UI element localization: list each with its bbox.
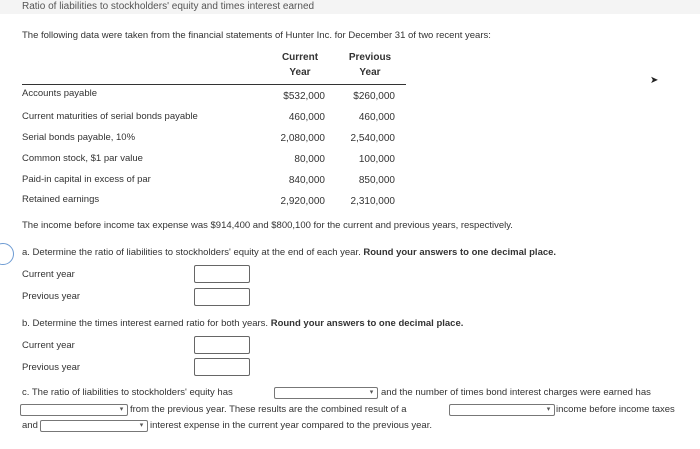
part-c-text-6: interest expense in the current year compared to the previous year. [150,420,432,431]
part-b-previous-input[interactable] [194,358,250,376]
chevron-down-icon: ▾ [369,389,374,396]
part-c-text-3: from the previous year. These results are the combined result of a [130,404,407,415]
part-b-instruction [22,318,463,329]
row-current: 460,000 [288,112,325,123]
part-c-text-2: and the number of times bond interest charges were earned has [381,387,651,398]
header-current-line2: Year [289,67,311,78]
chevron-down-icon: ▾ [119,406,124,413]
chevron-down-icon: ▾ [139,422,144,429]
current-question-marker [0,243,14,265]
header-previous-line1: Previous [348,52,392,63]
part-a-current-input[interactable] [194,265,250,283]
part-a-previous-input[interactable] [194,288,250,306]
part-a-rounding: Round your answers to one decimal place. [363,247,557,258]
row-previous: $260,000 [353,91,395,102]
part-b-rounding: Round your answers to one decimal place. [270,318,464,329]
row-label: Paid-in capital in excess of par [22,174,151,185]
chevron-down-icon: ▾ [546,406,551,413]
row-label: Accounts payable [22,88,97,99]
row-label: Current maturities of serial bonds payable [22,111,198,122]
row-current: 2,920,000 [280,196,325,207]
table-rule [22,84,406,85]
part-c-text-4: income before income taxes [556,404,675,415]
row-label: Common stock, $1 par value [22,153,143,164]
row-previous: 850,000 [358,175,395,186]
row-current: 80,000 [294,154,325,165]
part-b-current-label: Current year [22,340,75,351]
problem-title: Ratio of liabilities to stockholders' equity and times interest earned [22,1,315,12]
part-a-current-label: Current year [22,269,75,280]
row-previous: 100,000 [358,154,395,165]
part-a-text: a. Determine the ratio of liabilities to stockholders' equity at the end of each year. [22,247,364,258]
income-note: The income before income tax expense was $914,400 and $800,100 for the current and previous years, respectively. [22,220,513,231]
row-previous: 2,540,000 [350,133,395,144]
header-previous-line2: Year [359,67,381,78]
part-a-previous-label: Previous year [22,291,81,302]
row-label: Serial bonds payable, 10% [22,132,136,143]
header-previous [335,50,405,80]
part-c-dropdown-times-change[interactable] [20,404,128,416]
part-c-dropdown-ratio-change[interactable] [274,387,378,399]
part-b-current-input[interactable] [194,336,250,354]
row-label: Retained earnings [22,194,100,205]
intro-text: The following data were taken from the financial statements of Hunter Inc. for December 31 of two recent years: [22,30,491,41]
header-current-line1: Current [281,52,319,63]
row-current: $532,000 [283,91,325,102]
row-previous: 460,000 [358,112,395,123]
mouse-cursor-icon: ➤ [650,75,659,86]
part-c-text-1: c. The ratio of liabilities to stockholders' equity has [22,387,233,398]
row-current: 840,000 [288,175,325,186]
header-current [265,50,335,80]
part-b-text: b. Determine the times interest earned ratio for both years. [22,318,271,329]
row-current: 2,080,000 [280,133,325,144]
part-a-instruction [22,247,556,258]
part-c-text-5: and [22,420,38,431]
part-c-dropdown-interest-change[interactable] [40,420,148,432]
part-b-previous-label: Previous year [22,362,81,373]
part-c-dropdown-income-change[interactable] [449,404,555,416]
row-previous: 2,310,000 [350,196,395,207]
